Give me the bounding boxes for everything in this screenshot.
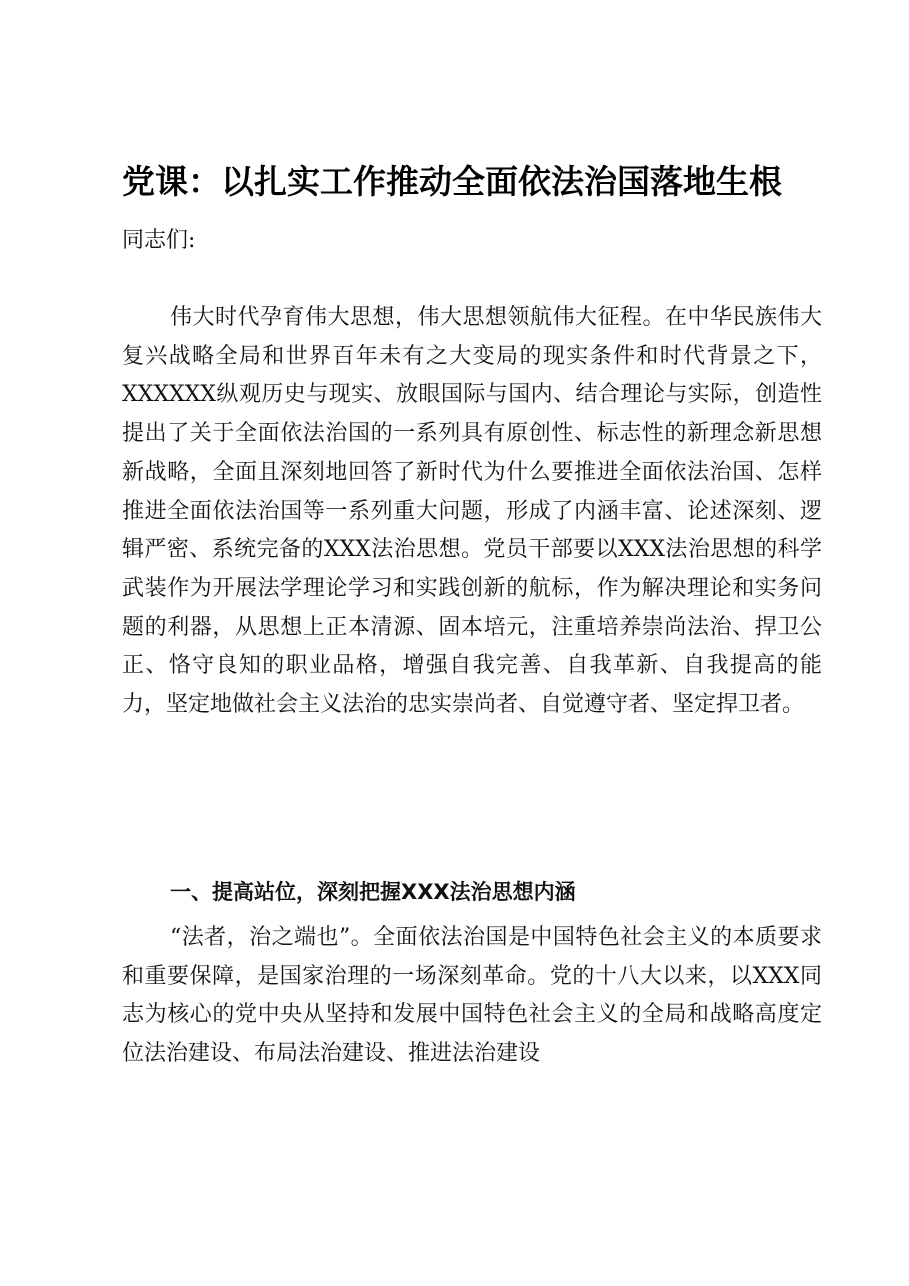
section-heading: 一、提高站位，深刻把握XXX法治思想内涵: [170, 880, 576, 904]
body-paragraph: “法者，治之端也”。全面依法治国是中国特色社会主义的本质要求和重要保障，是国家治理的一场深刻革命。党的十八大以来，以XXX同志为核心的党中央从坚持和发展中国特色社会主义的全局和战略高度定位法治建设、布局法治建设、推进法治建设: [122, 925, 822, 1067]
salutation: 同志们:: [122, 228, 196, 253]
document-title: 党课：以扎实工作推动全面依法治国落地生根: [122, 162, 782, 201]
body-paragraph: 伟大时代孕育伟大思想，伟大思想领航伟大征程。在中华民族伟大复兴战略全局和世界百年未有之大变局的现实条件和时代背景之下，XXXXXX纵观历史与现实、放眼国际与国内、结合理论与实际，创造性提出了关于全面依法治国的一系列具有原创性、标志性的新理念新思想新战略，全面且深刻地回答了新时代为什么要推进全面依法治国、怎样推进全面依法治国等一系列重大问题，形成了内涵丰富、论述深刻、逻辑严密、系统完备的XXX法治思想。党员干部要以XXX法治思想的科学武装作为开展法学理论学习和实践创新的航标，作为解决理论和实务问题的利器，从思想上正本清源、固本培元，注重培养崇尚法治、捍卫公正、恪守良知的职业品格，增强自我完善、自我革新、自我提高的能力，坚定地做社会主义法治的忠实崇尚者、自觉遵守者、坚定捍卫者。: [122, 305, 822, 718]
